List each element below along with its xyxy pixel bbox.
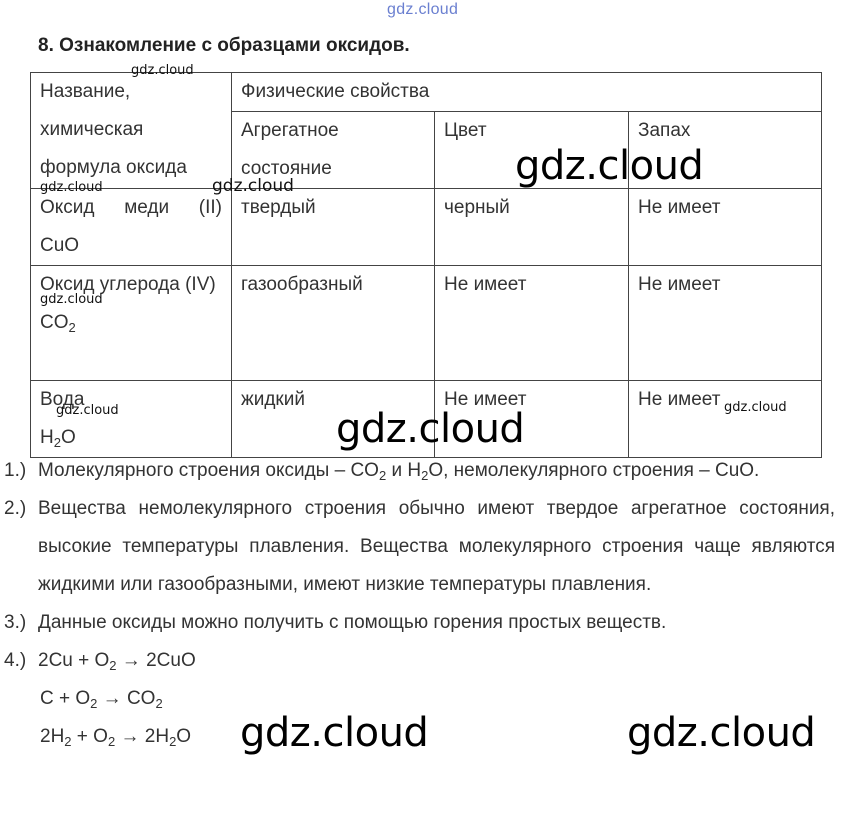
list-item	[0, 452, 835, 490]
text-part: Молекулярного строения оксиды – CO	[38, 460, 379, 481]
subscript: 2	[155, 696, 163, 711]
state-cell: газообразный	[232, 266, 435, 381]
text-part: → 2CuO	[116, 650, 196, 671]
subscript: 2	[64, 734, 72, 749]
text-part: C + O	[40, 688, 91, 709]
subscript: 2	[109, 658, 117, 673]
oxide-name: Оксид меди (II)	[40, 197, 222, 218]
watermark: gdz.cloud	[40, 180, 103, 195]
item-text: Вещества немолекулярного строения обычно имеют твердое агрегатное состояния, высокие температуры плавления. Вещества молекулярного строения чаще являются жидкими или газообразными, имеют низкие температуры плавления.	[38, 498, 835, 595]
item-number: 1.)	[4, 460, 27, 481]
oxide-formula: CuO	[40, 235, 80, 256]
section-heading: 8. Ознакомление с образцами оксидов.	[38, 35, 410, 56]
state-header-line: Агрегатное	[241, 120, 339, 141]
text-part: 2H	[40, 726, 65, 747]
color-header-cell: Цвет	[435, 112, 629, 189]
item-number: 2.)	[4, 498, 27, 519]
list-item	[0, 490, 835, 604]
table-row	[31, 266, 822, 381]
smell-header-cell: Запах	[629, 112, 822, 189]
text-part: и H	[386, 460, 422, 481]
text-part: O	[176, 726, 192, 747]
formula-subscript: 2	[68, 320, 76, 335]
oxides-table	[30, 72, 822, 458]
formula-h: H	[40, 427, 54, 448]
watermark-large: gdz.cloud	[515, 143, 704, 189]
item-number: 4.)	[4, 650, 27, 671]
oxide-name-cell	[31, 381, 232, 458]
item-text	[38, 452, 835, 490]
text-part: 2Cu + O	[38, 650, 110, 671]
watermark-large: gdz.cloud	[240, 710, 429, 756]
color-cell: Не имеет	[435, 381, 629, 458]
oxide-name: Вода	[40, 389, 85, 410]
name-header-line: формула оксида	[40, 157, 187, 178]
watermark-large: gdz.cloud	[627, 710, 816, 756]
equation-1	[38, 642, 835, 680]
smell-cell: Не имеет	[629, 189, 822, 266]
formula-base: CO	[40, 312, 69, 333]
watermark: gdz.cloud	[40, 292, 103, 307]
name-header-line: химическая	[40, 119, 144, 140]
item-number: 3.)	[4, 612, 27, 633]
subscript: 2	[90, 696, 98, 711]
state-header-line: состояние	[241, 158, 332, 179]
subscript: 2	[421, 468, 429, 483]
watermark: gdz.cloud	[212, 176, 294, 196]
physical-properties-header: Физические свойства	[232, 73, 822, 112]
formula-o: O	[60, 427, 76, 448]
text-part: O, немолекулярного строения – CuO.	[428, 460, 760, 481]
text-part: + O	[71, 726, 108, 747]
name-header-cell	[31, 73, 232, 189]
list-item	[0, 604, 835, 642]
smell-cell: Не имеет	[629, 266, 822, 381]
watermark: gdz.cloud	[131, 63, 194, 78]
subscript: 2	[107, 734, 116, 749]
formula-subscript: 2	[53, 435, 61, 450]
state-cell: жидкий	[232, 381, 435, 458]
oxide-formula	[40, 304, 222, 342]
color-cell: Не имеет	[435, 266, 629, 381]
color-cell: черный	[435, 189, 629, 266]
text-part: → 2H	[115, 726, 170, 747]
watermark: gdz.cloud	[724, 400, 787, 415]
oxide-name-cell	[31, 266, 232, 381]
name-header-line: Название,	[40, 81, 131, 102]
watermark-large: gdz.cloud	[336, 406, 525, 452]
list-item	[0, 642, 835, 680]
item-text: Данные оксиды можно получить с помощью горения простых веществ.	[38, 612, 667, 633]
state-cell: твердый	[232, 189, 435, 266]
oxide-name-cell	[31, 189, 232, 266]
watermark: gdz.cloud	[56, 403, 119, 418]
watermark-top: gdz.cloud	[387, 1, 459, 18]
oxide-name: Оксид углерода (IV)	[40, 274, 216, 295]
text-part: → CO	[97, 688, 156, 709]
subscript: 2	[378, 468, 387, 483]
table-header-row	[31, 73, 822, 112]
table-row	[31, 189, 822, 266]
subscript: 2	[169, 734, 177, 749]
smell-cell: Не имеет	[629, 381, 822, 458]
